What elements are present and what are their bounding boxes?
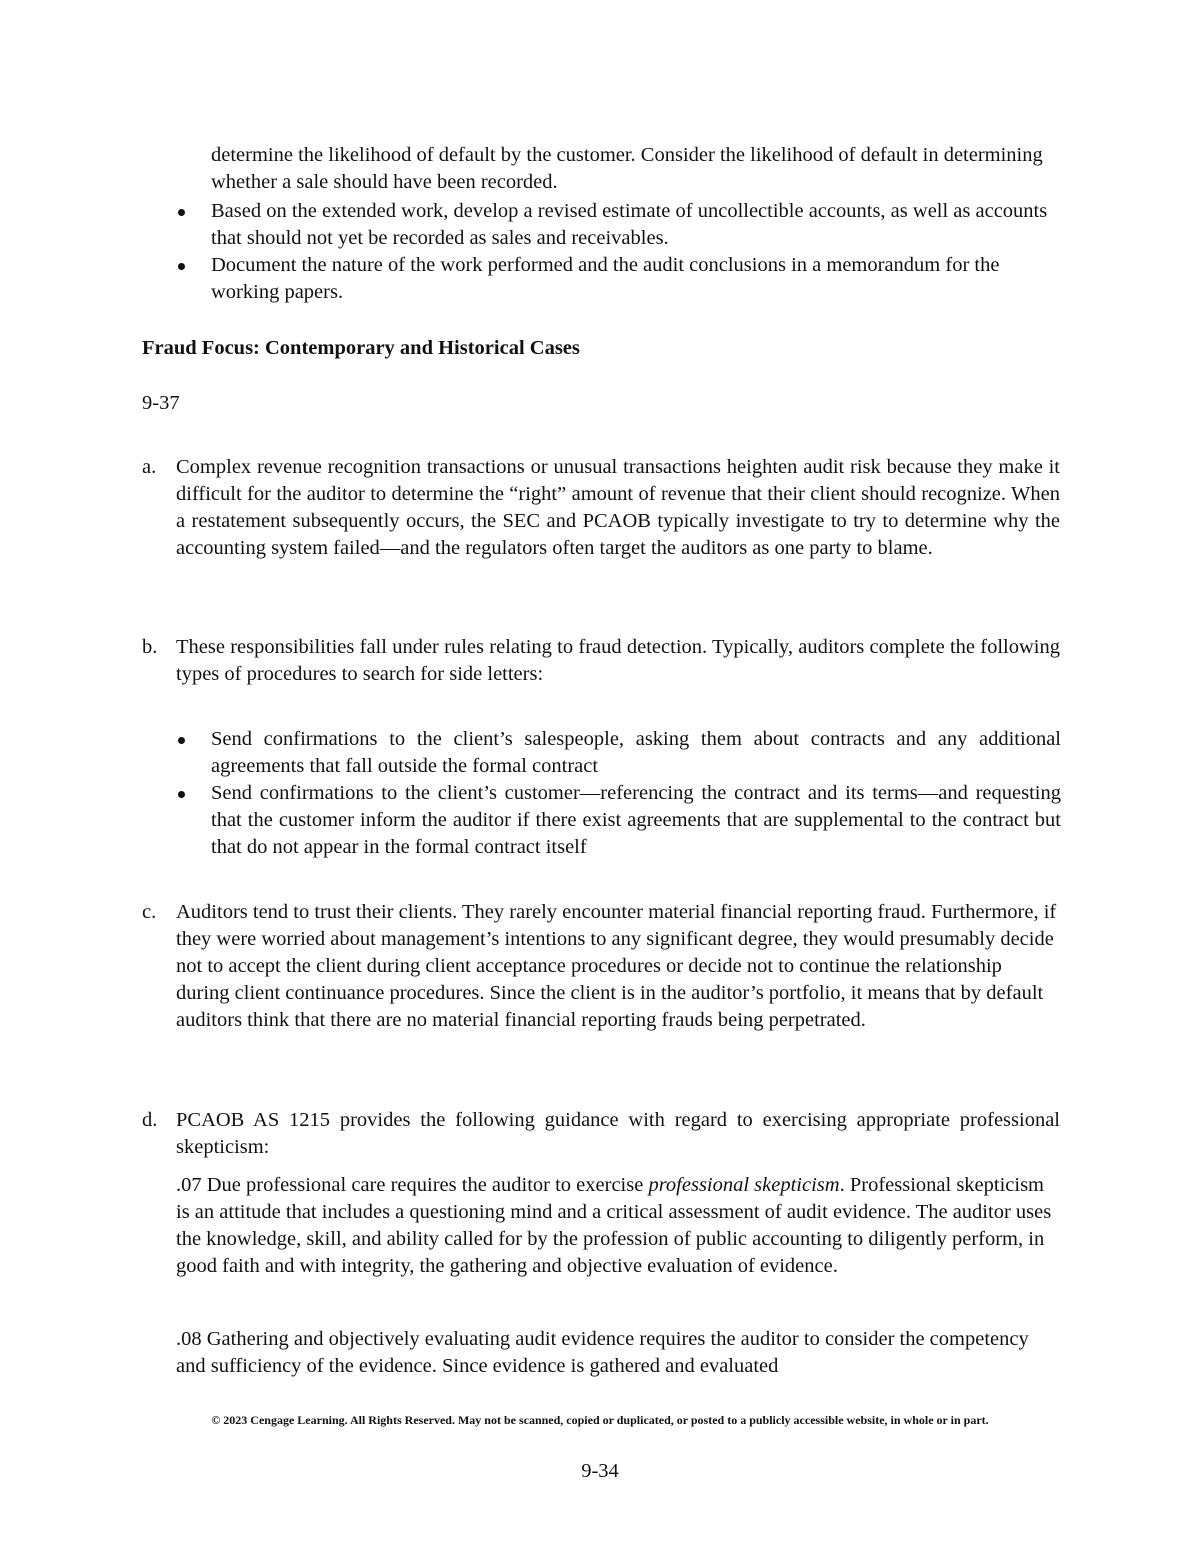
list-item <box>0 198 1061 252</box>
item-letter: c. <box>142 901 157 923</box>
list-item <box>0 726 1061 780</box>
bullet-icon <box>178 263 185 270</box>
quote-paragraph-07 <box>176 1172 1056 1280</box>
problem-number: 9-37 <box>142 392 180 414</box>
item-text: PCAOB AS 1215 provides the following guidance with regard to exercising appropriate professional skepticism: <box>176 1109 1060 1158</box>
bullet-icon <box>178 737 185 744</box>
list-item <box>0 252 1061 306</box>
quote-paragraph-08: .08 Gathering and objectively evaluating audit evidence requires the auditor to consider the competency and sufficiency of the evidence. Since evidence is gathered and evaluated <box>176 1328 1029 1377</box>
quote-emphasis: professional skepticism <box>648 1174 840 1196</box>
copyright-footer: © 2023 Cengage Learning. All Rights Reserved. May not be scanned, copied or duplicated, or posted to a publicly accessible website, in whole or in part. <box>211 1413 989 1427</box>
bullet-text: Based on the extended work, develop a revised estimate of uncollectible accounts, as well as accounts that should not yet be recorded as sales and receivables. <box>211 200 1048 249</box>
item-letter: a. <box>142 456 157 478</box>
page-number: 9-34 <box>581 1460 619 1482</box>
bullet-text: Send confirmations to the client’s customer—referencing the contract and its terms—and requesting that the customer inform the auditor if there exist agreements that are supplemental to the contract but that do not appear in the formal contract itself <box>211 782 1061 858</box>
item-letter: b. <box>142 636 158 658</box>
item-text: Complex revenue recognition transactions or unusual transactions heighten audit risk because they make it difficult for the auditor to determine the “right” amount of revenue that their client should recognize. When a restatement subsequently occurs, the SEC and PCAOB typically investigate to try to determine why the accounting system failed—and the regulators often target the auditors as one party to blame. <box>176 456 1060 559</box>
bullet-text: Send confirmations to the client’s salespeople, asking them about contracts and any additional agreements that fall outside the formal contract <box>211 728 1061 777</box>
item-text: Auditors tend to trust their clients. They rarely encounter material financial reporting fraud. Furthermore, if they were worried about management’s intentions to any significant degree, they would presumably decide not to accept the client during client acceptance procedures or decide not to continue the relationship during client continuance procedures. Since the client is in the auditor’s portfolio, it means that by default auditors think that there are no material financial reporting frauds being perpetrated. <box>176 901 1057 1031</box>
item-text: These responsibilities fall under rules relating to fraud detection. Typically, auditors complete the following types of procedures to search for side letters: <box>176 636 1060 685</box>
bullet-text: Document the nature of the work performed and the audit conclusions in a memorandum for the working papers. <box>211 254 1000 303</box>
bullet-icon <box>178 791 185 798</box>
bullet-icon <box>178 209 185 216</box>
item-letter: d. <box>142 1109 158 1131</box>
list-item <box>0 780 1061 861</box>
top-bullet-list <box>0 198 1200 306</box>
continuation-paragraph: determine the likelihood of default by the customer. Consider the likelihood of default in determining whether a sale should have been recorded. <box>211 144 1043 193</box>
side-letter-procedures-list <box>0 726 1200 861</box>
quote-text: . Professional skepticism is an attitude that includes a questioning mind and a critical assessment of audit evidence. The auditor uses the knowledge, skill, and ability called for by the profession of public accounting to diligently perform, in good faith and with integrity, the gathering and objective evaluation of evidence. <box>176 1174 1052 1277</box>
quote-text: .07 Due professional care requires the auditor to exercise <box>176 1174 649 1196</box>
section-heading: Fraud Focus: Contemporary and Historical Cases <box>142 337 580 359</box>
